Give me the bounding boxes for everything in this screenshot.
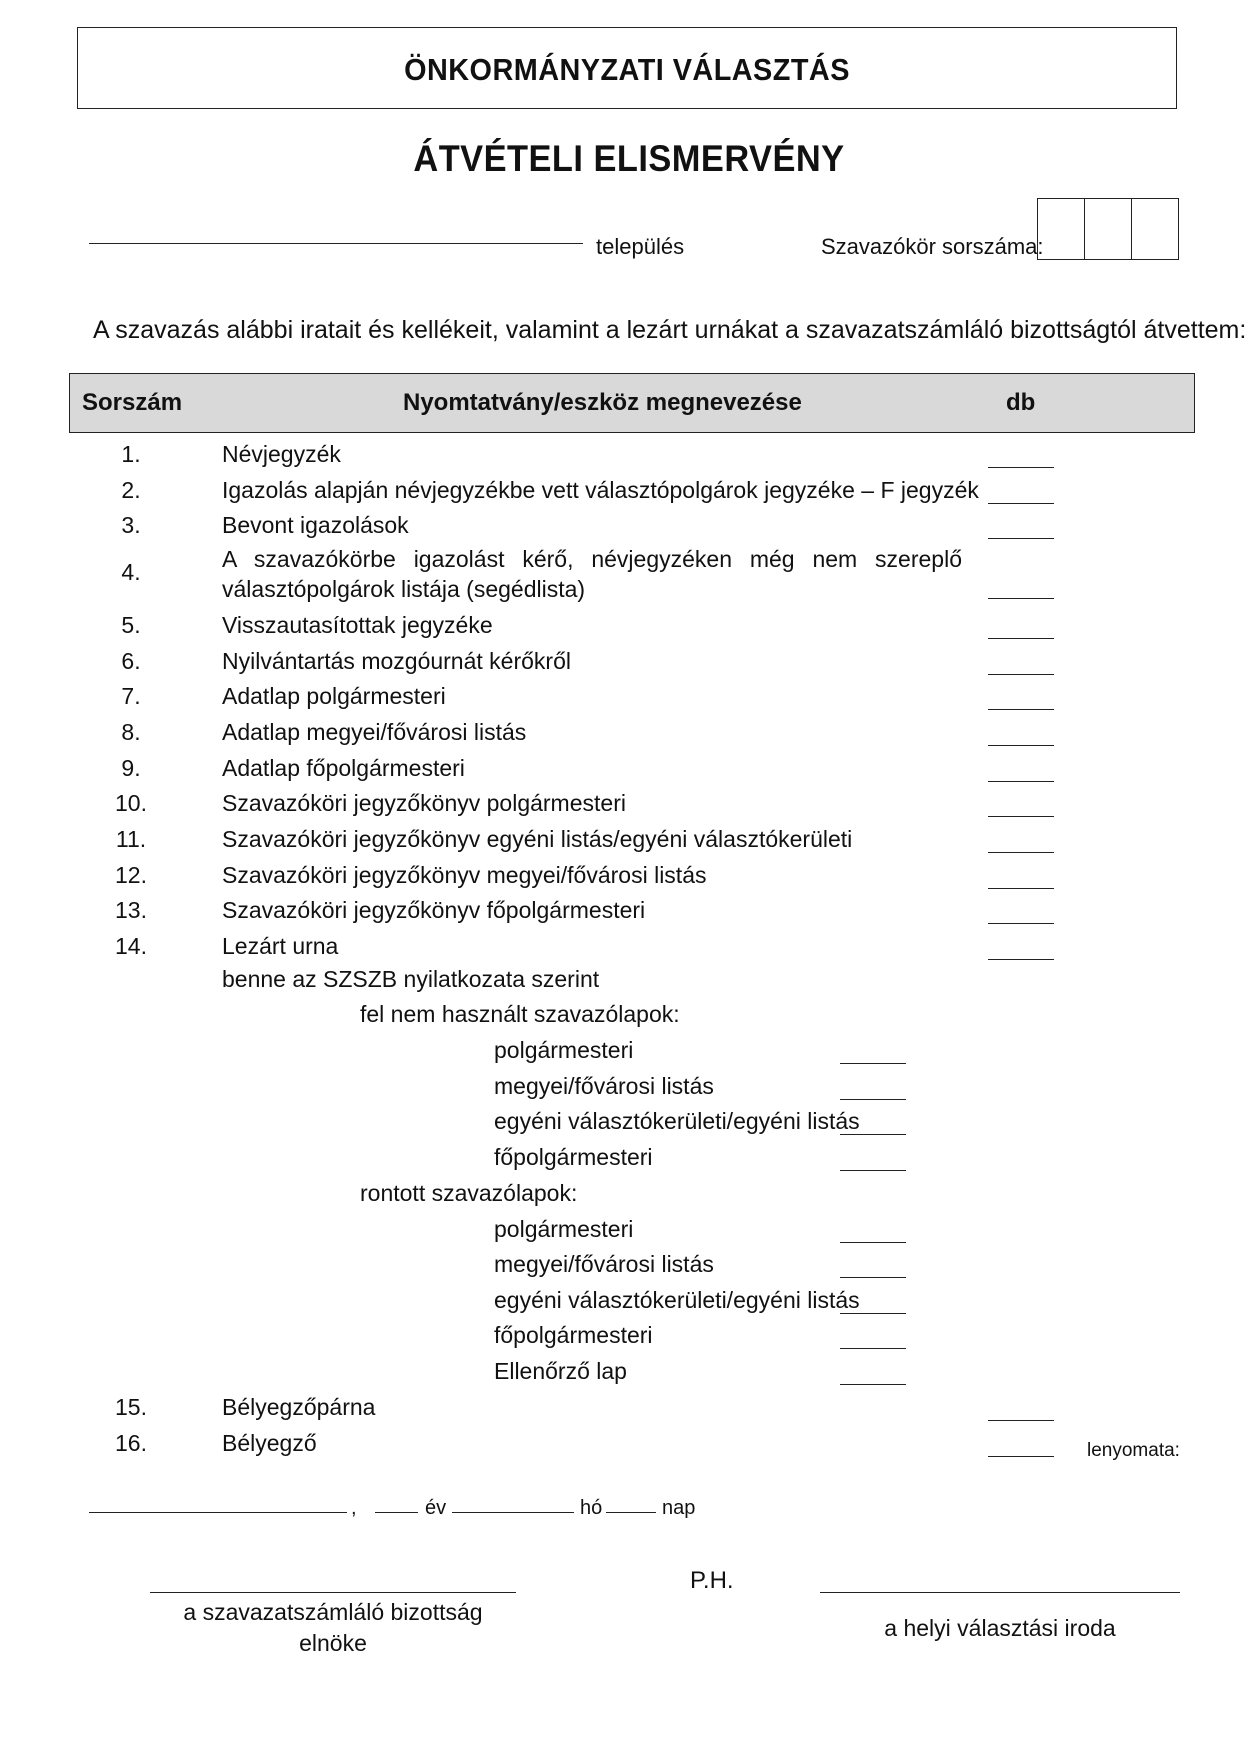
item-text: Bélyegző [222, 1430, 317, 1456]
urn-declaration: benne az SZSZB nyilatkozata szerint [222, 966, 600, 992]
item-text: Lezárt urna [222, 933, 339, 959]
date-comma: , [351, 1497, 357, 1519]
day-label: nap [662, 1497, 696, 1519]
item-number: 14. [115, 933, 147, 959]
qty-field[interactable] [840, 1313, 906, 1314]
item-text: Szavazóköri jegyzőkönyv polgármesteri [222, 790, 626, 816]
spoiled-county: megyei/fővárosi listás [494, 1251, 714, 1277]
col-qty-header: db [1006, 389, 1036, 416]
spoiled-individual: egyéni választókerületi/egyéni listás [494, 1287, 860, 1313]
settlement-field[interactable] [89, 243, 583, 244]
check-sheet: Ellenőrző lap [494, 1358, 627, 1384]
qty-field[interactable] [988, 745, 1054, 746]
item-text: Bevont igazolások [222, 512, 409, 538]
item-text: A szavazókörbe igazolást kérő, névjegyzéken még nem szereplő választópolgárok listája (segédlista) [222, 546, 962, 602]
precinct-digit-2[interactable] [1085, 199, 1132, 259]
col-name-header: Nyomtatvány/eszköz megnevezése [403, 389, 802, 416]
qty-field[interactable] [988, 674, 1054, 675]
qty-field[interactable] [988, 467, 1054, 468]
month-field[interactable] [452, 1512, 574, 1513]
col-number-header: Sorszám [82, 389, 183, 416]
office-signature-line[interactable] [820, 1592, 1180, 1593]
qty-field[interactable] [988, 709, 1054, 710]
item-text: Visszautasítottak jegyzéke [222, 612, 493, 638]
qty-field[interactable] [988, 852, 1054, 853]
day-field[interactable] [606, 1512, 656, 1513]
item-number: 1. [121, 441, 141, 467]
qty-field[interactable] [988, 638, 1054, 639]
chair-signature-label [150, 1597, 516, 1659]
unused-ballots-label: fel nem használt szavazólapok: [360, 1001, 680, 1027]
place-field[interactable] [89, 1512, 347, 1513]
item-text: Adatlap polgármesteri [222, 683, 446, 709]
table-header [69, 373, 1195, 433]
chair-label-line2: elnöke [299, 1630, 367, 1656]
precinct-digit-1[interactable] [1038, 199, 1085, 259]
unused-lord-mayor: főpolgármesteri [494, 1144, 653, 1170]
intro-text: A szavazás alábbi iratait és kellékeit, valamint a lezárt urnákat a szavazatszámláló bizottságtól átvettem: [93, 316, 1247, 344]
item-number: 9. [121, 755, 141, 781]
item-number: 16. [115, 1430, 147, 1456]
office-signature-label: a helyi választási iroda [884, 1615, 1116, 1641]
item-number: 8. [121, 719, 141, 745]
precinct-number-boxes[interactable] [1037, 198, 1179, 260]
spoiled-mayor: polgármesteri [494, 1216, 634, 1242]
qty-field[interactable] [988, 816, 1054, 817]
qty-field[interactable] [988, 503, 1054, 504]
chair-label-line1: a szavazatszámláló bizottság [183, 1599, 483, 1625]
qty-field[interactable] [988, 923, 1054, 924]
item-text: Adatlap megyei/fővárosi listás [222, 719, 527, 745]
item-number: 13. [115, 897, 147, 923]
stamp-imprint-label: lenyomata: [1087, 1440, 1180, 1461]
spoiled-lord-mayor: főpolgármesteri [494, 1322, 653, 1348]
unused-county: megyei/fővárosi listás [494, 1073, 714, 1099]
qty-field[interactable] [988, 598, 1054, 599]
item-text: Szavazóköri jegyzőkönyv főpolgármesteri [222, 897, 646, 923]
qty-field[interactable] [988, 538, 1054, 539]
item-text: Szavazóköri jegyzőkönyv megyei/fővárosi listás [222, 862, 707, 888]
chair-signature-line[interactable] [150, 1592, 516, 1593]
stamp-place: P.H. [690, 1567, 734, 1594]
item-text: Nyilvántartás mozgóurnát kérőkről [222, 648, 571, 674]
unused-individual: egyéni választókerületi/egyéni listás [494, 1108, 860, 1134]
qty-field[interactable] [840, 1134, 906, 1135]
qty-field[interactable] [988, 888, 1054, 889]
qty-field[interactable] [988, 1420, 1054, 1421]
item-number: 6. [121, 648, 141, 674]
item-number: 12. [115, 862, 147, 888]
qty-field[interactable] [840, 1242, 906, 1243]
spoiled-ballots-label: rontott szavazólapok: [360, 1180, 578, 1206]
item-number: 5. [121, 612, 141, 638]
item-number: 2. [121, 477, 141, 503]
item-number: 10. [115, 790, 147, 816]
item-number: 3. [121, 512, 141, 538]
precinct-digit-3[interactable] [1132, 199, 1178, 259]
unused-mayor: polgármesteri [494, 1037, 634, 1063]
year-label: év [425, 1497, 447, 1519]
item-text: Szavazóköri jegyzőkönyv egyéni listás/egyéni választókerületi [222, 826, 853, 852]
item-number: 11. [115, 826, 147, 852]
qty-field[interactable] [840, 1277, 906, 1278]
qty-field[interactable] [840, 1384, 906, 1385]
item-text: Adatlap főpolgármesteri [222, 755, 465, 781]
item-number: 4. [121, 559, 141, 585]
qty-field[interactable] [840, 1170, 906, 1171]
item-number: 15. [115, 1394, 147, 1420]
item-text: Névjegyzék [222, 441, 341, 467]
document-title: ÁTVÉTELI ELISMERVÉNY [413, 138, 845, 179]
qty-field[interactable] [988, 781, 1054, 782]
precinct-label: Szavazókör sorszáma: [821, 234, 1044, 259]
item-number: 7. [121, 683, 141, 709]
election-title: ÖNKORMÁNYZATI VÁLASZTÁS [404, 52, 850, 87]
qty-field[interactable] [840, 1063, 906, 1064]
month-label: hó [580, 1497, 603, 1519]
qty-field[interactable] [840, 1099, 906, 1100]
settlement-label: település [596, 234, 685, 259]
item-text: Bélyegzőpárna [222, 1394, 376, 1420]
item-text: Igazolás alapján névjegyzékbe vett választópolgárok jegyzéke – F jegyzék [222, 477, 979, 503]
header-box [77, 27, 1177, 109]
qty-field[interactable] [840, 1348, 906, 1349]
qty-field[interactable] [988, 1456, 1054, 1457]
year-field[interactable] [375, 1512, 418, 1513]
qty-field[interactable] [988, 959, 1054, 960]
